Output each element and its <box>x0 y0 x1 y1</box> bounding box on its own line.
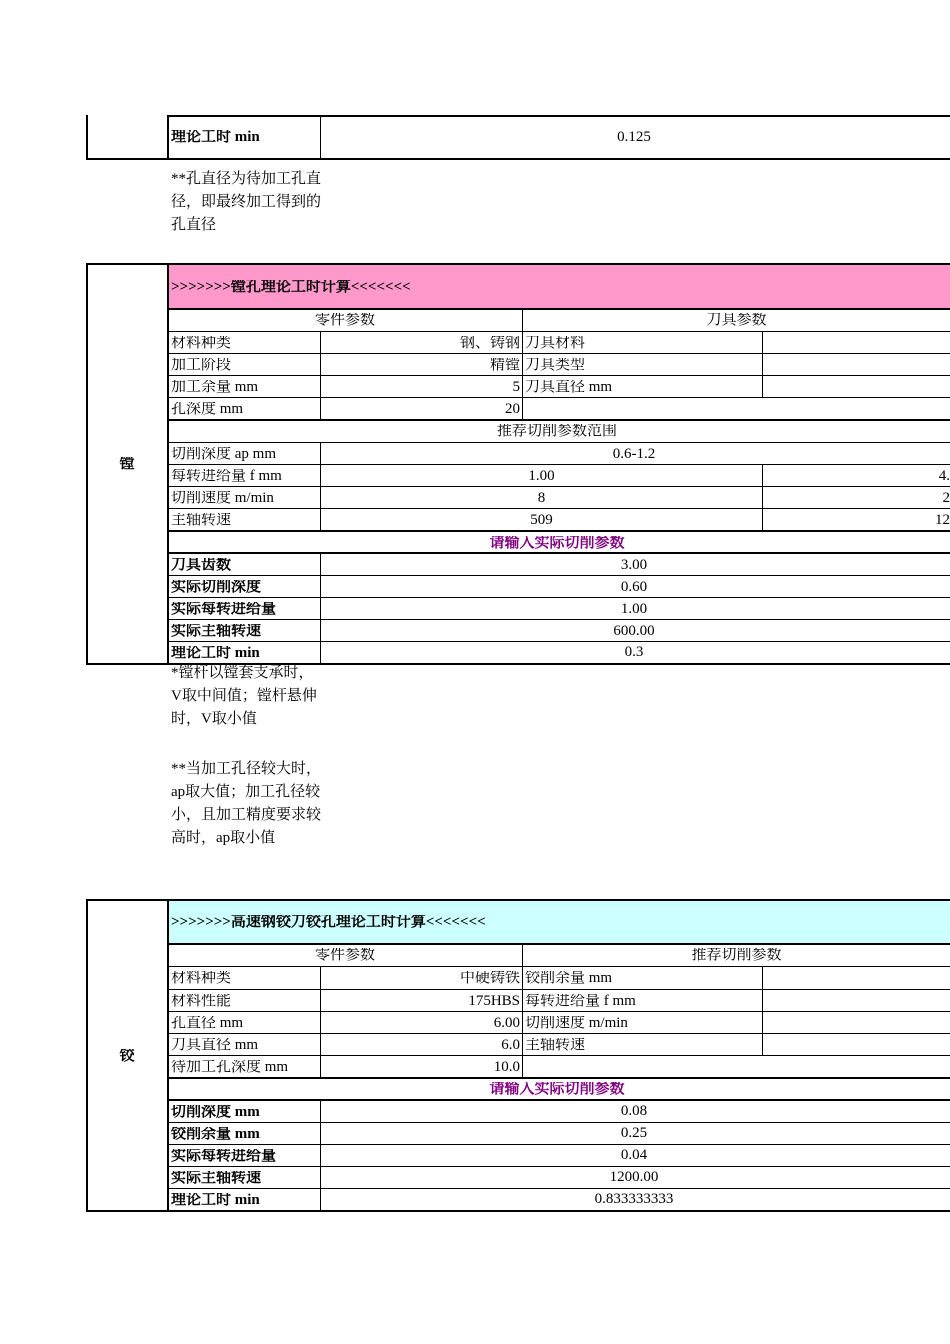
boring-input-label: 理论工时 min <box>171 646 260 661</box>
boring-part-params-header: 零件参数 <box>314 313 375 328</box>
boring-input-label: 刀具齿数 <box>171 558 232 573</box>
boring-title: >>>>>>>镗孔理论工时计算<<<<<<< <box>171 280 411 295</box>
boring-tool-label: 刀具材料 <box>525 336 586 351</box>
reaming-input-header: 请输入实际切削参数 <box>489 1082 625 1097</box>
boring-input-value: 0.3 <box>624 645 644 660</box>
boring-input-value[interactable]: 0.60 <box>620 580 648 595</box>
boring-input-value[interactable]: 1.00 <box>620 602 648 617</box>
reaming-title: >>>>>>>高速钢铰刀铰孔理论工时计算<<<<<<< <box>171 915 486 930</box>
reaming-input-value[interactable]: 0.08 <box>620 1104 648 1119</box>
reaming-input-label: 实际主轴转速 <box>171 1171 262 1186</box>
reaming-input-value[interactable]: 0.04 <box>620 1148 648 1163</box>
boring-input-header: 请输入实际切削参数 <box>489 536 625 551</box>
reaming-rec-label: 铰削余量 mm <box>525 971 613 986</box>
boring-part-label: 加工阶段 <box>171 358 232 373</box>
worktime-label: 理论工时 min <box>171 130 260 145</box>
boring-rec-value2: 12 <box>935 513 950 528</box>
reaming-input-label: 铰削余量 mm <box>171 1127 260 1142</box>
boring-tool-params-header: 刀具参数 <box>706 313 767 328</box>
boring-input-label: 实际主轴转速 <box>171 624 262 639</box>
reaming-part-label: 材料性能 <box>171 994 232 1009</box>
boring-input-label: 实际切削深度 <box>171 580 262 595</box>
reaming-rec-label: 切削速度 m/min <box>525 1016 628 1031</box>
boring-note-1: *镗杆以镗套支承时，V取中间值；镗杆悬伸时，V取小值 <box>171 665 317 727</box>
reaming-input-label: 实际每转进给量 <box>171 1149 277 1164</box>
reaming-part-label: 待加工孔深度 mm <box>171 1060 289 1075</box>
boring-side-label: 镗 <box>119 457 135 472</box>
reaming-part-value: 6.00 <box>493 1016 520 1031</box>
reaming-part-params-header: 零件参数 <box>314 948 375 963</box>
boring-rec-label: 每转进给量 f mm <box>171 469 282 484</box>
boring-rec-label: 主轴转速 <box>171 513 232 528</box>
boring-rec-value: 0.6-1.2 <box>612 447 656 462</box>
boring-part-value: 20 <box>505 402 520 417</box>
reaming-rec-label: 每转进给量 f mm <box>525 994 636 1009</box>
reaming-rec-label: 主轴转速 <box>525 1038 586 1053</box>
boring-rec-label: 切削速度 m/min <box>171 491 274 506</box>
boring-recommend-header: 推荐切削参数范围 <box>496 424 617 439</box>
boring-tool-label: 刀具类型 <box>525 358 586 373</box>
boring-part-label: 加工余量 mm <box>171 380 259 395</box>
reaming-part-value: 175HBS <box>468 994 520 1009</box>
boring-note-2: **当加工孔径较大时，ap取大值；加工孔径较小，且加工精度要求较高时，ap取小值 <box>171 761 322 846</box>
reaming-input-label: 理论工时 min <box>171 1193 260 1208</box>
boring-part-value: 钢、铸钢 <box>459 336 520 351</box>
reaming-input-value: 0.833333333 <box>594 1192 674 1207</box>
boring-input-value[interactable]: 600.00 <box>613 624 655 639</box>
reaming-input-value[interactable]: 0.25 <box>620 1126 648 1141</box>
boring-rec-value: 1.00 <box>528 469 555 484</box>
reaming-part-label: 材料种类 <box>171 971 232 986</box>
reaming-part-label: 刀具直径 mm <box>171 1038 259 1053</box>
reaming-part-value: 6.0 <box>501 1038 520 1053</box>
reaming-side-label: 铰 <box>119 1049 135 1064</box>
reaming-part-label: 孔直径 mm <box>171 1016 244 1031</box>
boring-rec-label: 切削深度 ap mm <box>171 447 276 462</box>
boring-input-label: 实际每转进给量 <box>171 602 277 617</box>
boring-part-value: 5 <box>512 380 520 395</box>
boring-rec-value2: 4. <box>938 469 950 484</box>
boring-part-label: 孔深度 mm <box>171 402 244 417</box>
boring-rec-value2: 2 <box>942 491 950 506</box>
boring-tool-label: 刀具直径 mm <box>525 380 613 395</box>
boring-rec-value: 509 <box>530 513 553 528</box>
boring-input-value[interactable]: 3.00 <box>620 558 648 573</box>
section1-note: **孔直径为待加工孔直径，即最终加工得到的孔直径 <box>171 171 322 233</box>
reaming-input-value[interactable]: 1200.00 <box>609 1170 659 1185</box>
boring-part-label: 材料种类 <box>171 336 232 351</box>
worktime-value: 0.125 <box>617 130 651 145</box>
reaming-part-value: 中硬铸铁 <box>459 971 520 986</box>
reaming-part-value: 10.0 <box>493 1060 520 1075</box>
boring-part-value: 精镗 <box>489 358 520 373</box>
reaming-recommend-header: 推荐切削参数 <box>691 948 782 963</box>
boring-rec-value: 8 <box>537 491 546 506</box>
reaming-input-label: 切削深度 mm <box>171 1105 260 1120</box>
